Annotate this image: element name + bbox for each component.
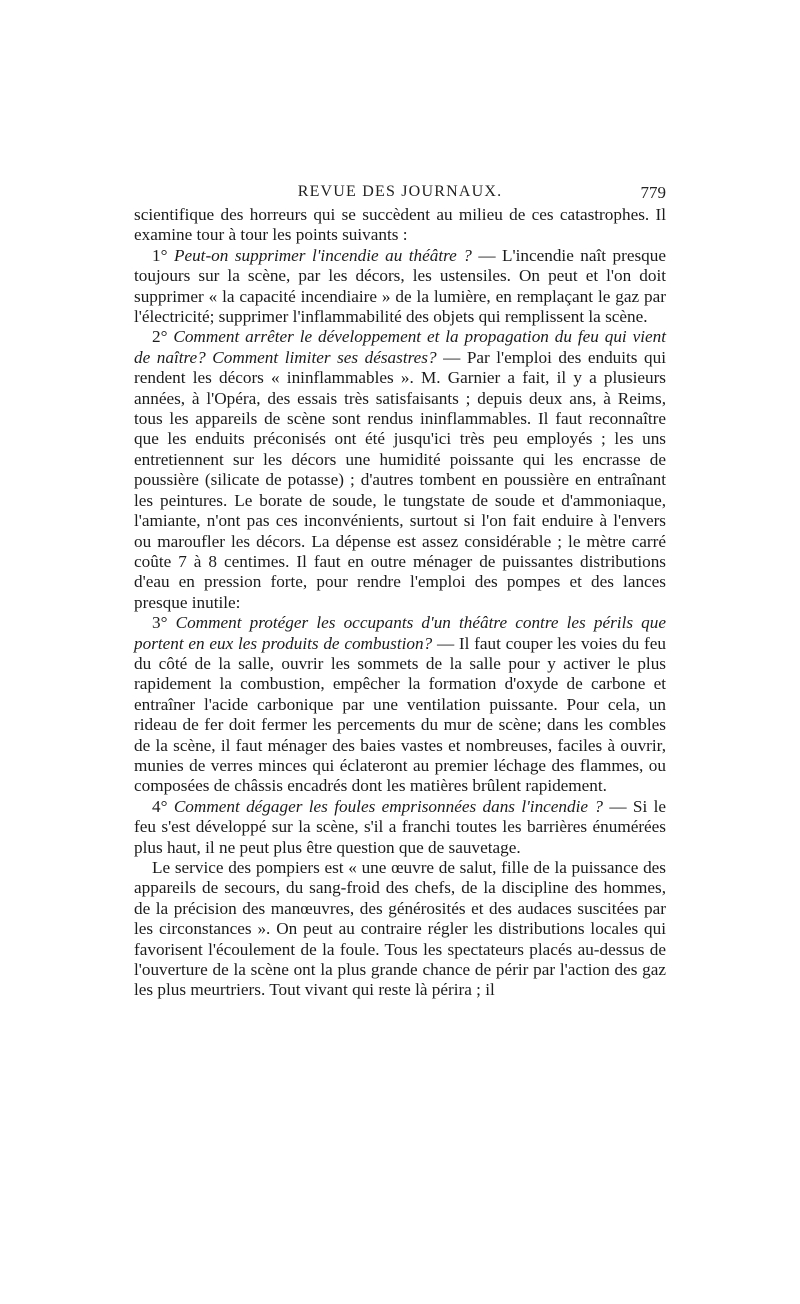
paragraph-point-2 [134,327,666,613]
point-1-text: — L'incendie naît presque toujours sur la scène, par les décors, les ustensiles. On peut et l'on doit supprimer « la capacité incendiaire » de la lumière, en remplaçant le gaz par l'électricité; supprimer l'inflammabilité des objets qui remplissent la scène. [134,245,667,327]
point-2-number: 2° [152,327,174,347]
page-header [134,183,666,207]
paragraph-point-3 [134,613,666,797]
paragraph-point-1 [134,246,666,328]
point-3-text: — Il faut couper les voies du feu du côté de la salle, ouvrir les sommets de la salle pour y activer le plus rapidement la combustion, empêcher la formation d'oxyde de carbone et entraîner l'acide carbonique par une ventilation puissante. Pour cela, un rideau de fer doit fermer les percements du mur de scène; dans les combles de la scène, il faut ménager des baies vastes et nombreuses, faciles à ouvrir, munies de verres minces qui éclateront au premier léchage des flammes, ou composées de châssis encadrés dont les matières brûlent rapidement. [134,633,666,796]
point-1-number: 1° [152,245,174,265]
paragraph-pompiers: Le service des pompiers est « une œuvre de salut, fille de la puissance des appareils de secours, du sang-froid des chefs, de la discipline des hommes, de la précision des manœuvres, des générosités et des audaces suscitées par les circonstances ». On peut au contraire régler les distributions locales qui favorisent l'écoulement de la foule. Tous les spectateurs placés au-dessus de l'ouverture de la scène ont la plus grande chance de périr par l'action des gaz les plus meurtriers. Tout vivant qui reste là périra ; il [134,858,666,1000]
page-number: 779 [640,183,666,202]
point-4-question: Comment dégager les foules emprisonnées dans l'incendie ? [173,796,603,816]
point-4-number: 4° [152,796,174,816]
point-3-number: 3° [152,613,176,633]
point-3-question: Comment protéger les occupants d'un théâtre contre les périls que portent en eux les produits de combustion? [134,613,666,653]
point-2-question: Comment arrêter le développement et la propagation du feu qui vient de naître? Comment limiter ses désastres? [134,327,666,367]
paragraph-point-4 [134,797,666,858]
point-1-question: Peut-on supprimer l'incendie au théâtre ? [173,245,472,265]
body-text [134,205,666,1001]
paragraph-intro: scientifique des horreurs qui se succèdent au milieu de ces catastrophes. Il examine tour à tour les points suivants : [134,205,666,245]
running-title: REVUE DES JOURNAUX. [297,183,503,200]
point-4-text: — Si le feu s'est développé sur la scène, s'il a franchi toutes les barrières énumérées plus haut, il ne peut plus être question que de sauvetage. [134,796,666,857]
point-2-text: — Par l'emploi des enduits qui rendent les décors « ininflammables ». M. Garnier a fait, il y a plusieurs années, à l'Opéra, des essais très satisfaisants ; depuis deux ans, à Reims, tous les appareils de scène sont rendus ininflammables. Il faut reconnaître que les enduits préconisés ont été jusqu'ici très peu employés ; les uns entretiennent sur les décors une humidité poissante qui les encrasse de poussière (silicate de potasse) ; d'autres tombent en poussière en entraînant les peintures. Le borate de soude, le tungstate de soude et d'ammoniaque, l'amiante, n'ont pas ces inconvénients, surtout si l'on fait enduire à l'envers ou maroufler les décors. La dépense est assez considérable ; le mètre carré coûte 7 à 8 centimes. Il faut en outre ménager de puissantes distributions d'eau en pression forte, pour rendre l'emploi des pompes et des lances presque inutile: [134,347,666,612]
